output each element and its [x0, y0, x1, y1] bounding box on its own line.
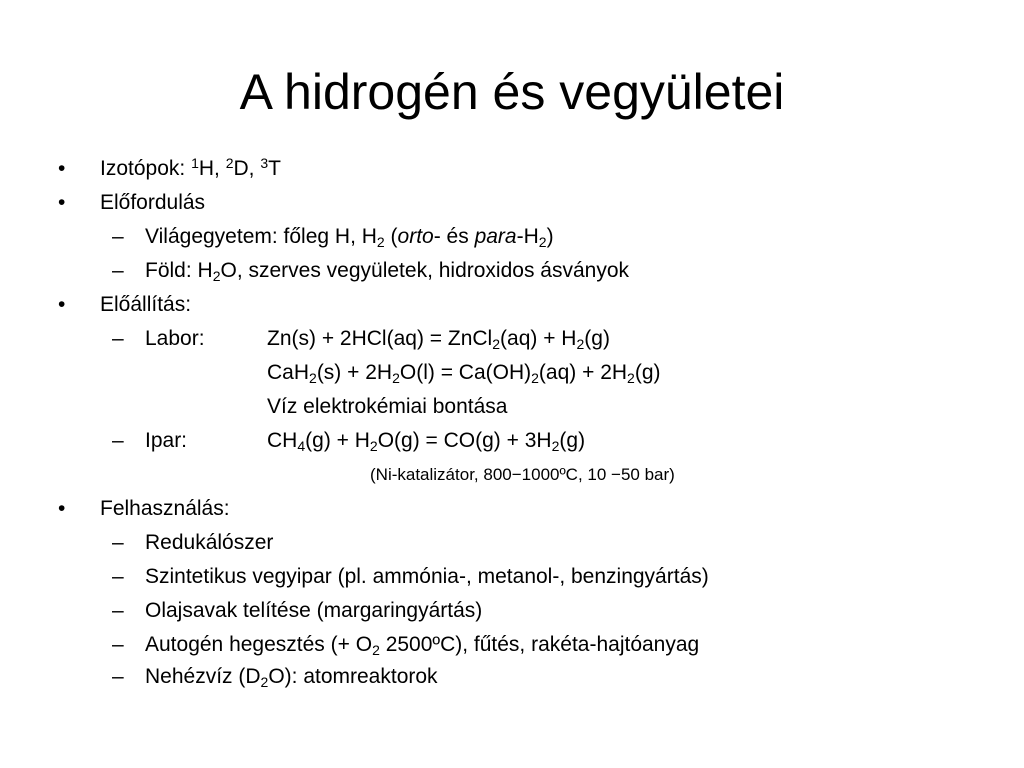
bullet-marker: •: [58, 293, 66, 316]
lab-electrolysis: Víz elektrokémiai bontása: [267, 395, 508, 418]
universe-text: - és: [433, 225, 475, 248]
heavy-water-text: Nehézvíz (D: [145, 665, 261, 688]
production-heading: Előállítás:: [100, 293, 192, 316]
welding-text: 2500ºC), fűtés, rakéta-hajtóanyag: [379, 633, 700, 656]
dash-marker: –: [112, 633, 124, 656]
equation-text: CH: [267, 429, 298, 452]
isotopes-label: Izotópok:: [100, 157, 192, 180]
subscript: 2: [212, 268, 221, 284]
subscript: 2: [492, 336, 501, 352]
subscript: 2: [260, 674, 269, 690]
para-italic: para: [474, 225, 517, 248]
isotope-d: D,: [233, 157, 261, 180]
universe-text: -H: [516, 225, 539, 248]
subscript: 2: [369, 438, 378, 454]
equation-text: O(l) = Ca(OH): [399, 361, 532, 384]
earth-text: O, szerves vegyületek, hidroxidos ásványok: [220, 259, 630, 282]
subscript: 4: [297, 438, 306, 454]
use-fats: Olajsavak telítése (margaringyártás): [145, 599, 483, 622]
earth-item: [145, 258, 629, 284]
equation-text: CaH: [267, 361, 310, 384]
welding-text: Autogén hegesztés (+ O: [145, 633, 373, 656]
equation-text: (g): [559, 429, 586, 452]
subscript: 2: [392, 370, 400, 386]
equation-text: (s) + 2H: [316, 361, 393, 384]
dash-marker: –: [112, 225, 124, 248]
equation-text: (aq) + 2H: [538, 361, 628, 384]
use-heavy-water: [145, 664, 438, 690]
lab-label: Labor:: [145, 327, 205, 350]
orto-italic: orto: [397, 225, 434, 248]
industry-label: Ipar:: [145, 429, 188, 452]
occurrence-heading: Előfordulás: [100, 191, 206, 214]
lab-equation-2: [267, 360, 661, 386]
subscript: 2: [538, 234, 547, 250]
subscript: 2: [576, 336, 585, 352]
mass-number-1: 1: [191, 155, 199, 171]
dash-marker: –: [112, 531, 124, 554]
isotopes-item: [100, 156, 281, 182]
subscript: 2: [372, 642, 380, 658]
bullet-marker: •: [58, 157, 66, 180]
subscript: 2: [551, 438, 560, 454]
dash-marker: –: [112, 565, 124, 588]
bullet-marker: •: [58, 497, 66, 520]
universe-item: [145, 224, 554, 250]
dash-marker: –: [112, 259, 124, 282]
universe-text: ): [546, 225, 554, 248]
universe-text: (: [384, 225, 398, 248]
dash-marker: –: [112, 327, 124, 350]
equation-text: (aq) + H: [500, 327, 577, 350]
mass-number-2: 2: [225, 155, 234, 171]
isotope-h: H,: [198, 157, 226, 180]
subscript: 2: [376, 234, 385, 250]
catalyst-note: (Ni-katalizátor, 800−1000ºC, 10 −50 bar): [370, 465, 675, 484]
dash-marker: –: [112, 429, 124, 452]
subscript: 2: [309, 370, 317, 386]
use-welding: [145, 632, 699, 658]
uses-heading: Felhasználás:: [100, 497, 230, 520]
universe-text: Világegyetem: főleg H, H: [145, 225, 377, 248]
equation-text: O(g) = CO(g) + 3H: [377, 429, 552, 452]
industry-equation: [267, 428, 585, 454]
dash-marker: –: [112, 665, 124, 688]
equation-text: (g) + H: [305, 429, 370, 452]
equation-text: Zn(s) + 2HCl(aq) = ZnCl: [267, 327, 493, 350]
earth-text: Föld: H: [145, 259, 213, 282]
isotope-t: T: [268, 157, 281, 180]
use-synthetic: Szintetikus vegyipar (pl. ammónia-, metanol-, benzingyártás): [145, 565, 709, 588]
equation-text: (g): [584, 327, 610, 350]
equation-text: (g): [634, 361, 661, 384]
use-reducer: Redukálószer: [145, 531, 274, 554]
heavy-water-text: O): atomreaktorok: [268, 665, 438, 688]
lab-equation-1: [267, 326, 610, 352]
subscript: 2: [531, 370, 539, 386]
bullet-marker: •: [58, 191, 66, 214]
dash-marker: –: [112, 599, 124, 622]
subscript: 2: [627, 370, 635, 386]
mass-number-3: 3: [260, 155, 269, 171]
slide-title: A hidrogén és vegyületei: [239, 64, 785, 120]
